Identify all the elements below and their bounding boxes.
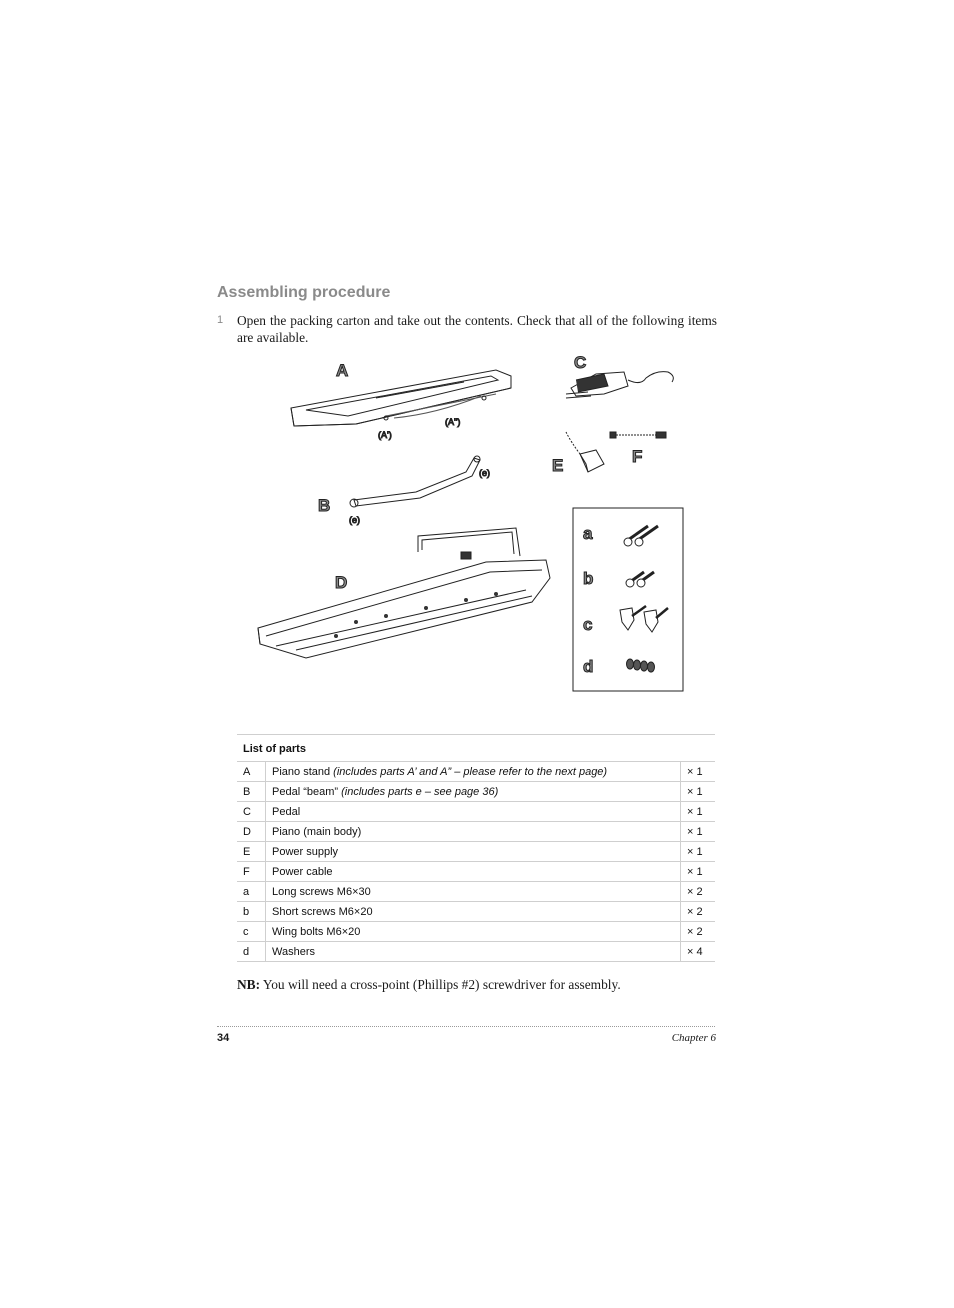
table-row bbox=[237, 862, 715, 882]
sublabel-a-double-prime: (A'') bbox=[445, 417, 461, 427]
parts-table bbox=[237, 734, 715, 962]
label-c-lower: c bbox=[583, 615, 593, 634]
part-quantity: × 1 bbox=[681, 782, 716, 802]
table-row bbox=[237, 822, 715, 842]
part-quantity: × 1 bbox=[681, 862, 716, 882]
part-code: E bbox=[237, 842, 266, 862]
note-text: You will need a cross-point (Phillips #2) screwdriver for assembly. bbox=[260, 977, 621, 992]
part-description bbox=[266, 802, 681, 822]
part-name: Power supply bbox=[272, 845, 339, 858]
piano-stand-drawing bbox=[291, 370, 511, 426]
part-quantity: × 1 bbox=[681, 822, 716, 842]
part-description bbox=[266, 862, 681, 882]
label-a-lower: a bbox=[583, 524, 593, 543]
part-name: Piano stand bbox=[272, 765, 334, 778]
part-code: D bbox=[237, 822, 266, 842]
part-quantity: × 1 bbox=[681, 802, 716, 822]
part-name: Piano (main body) bbox=[272, 825, 362, 838]
part-description bbox=[266, 782, 681, 802]
part-code: a bbox=[237, 882, 266, 902]
part-note: (includes parts A’ and A” – please refer to the next page) bbox=[333, 765, 608, 778]
parts-table-header bbox=[237, 735, 715, 762]
table-row bbox=[237, 922, 715, 942]
note bbox=[237, 977, 621, 993]
chapter-label: Chapter 6 bbox=[671, 1032, 716, 1044]
part-code: C bbox=[237, 802, 266, 822]
label-c-upper: C bbox=[574, 353, 587, 372]
part-code: F bbox=[237, 862, 266, 882]
table-row bbox=[237, 762, 715, 782]
part-name: Power cable bbox=[272, 865, 333, 878]
part-code: A bbox=[237, 762, 266, 782]
part-description bbox=[266, 842, 681, 862]
sublabel-e-right: (e) bbox=[479, 468, 490, 478]
part-description bbox=[266, 902, 681, 922]
pedal-beam-drawing bbox=[350, 456, 480, 507]
part-name: Pedal “beam” bbox=[272, 785, 342, 798]
label-d-lower: d bbox=[583, 657, 594, 676]
part-code: B bbox=[237, 782, 266, 802]
part-code: b bbox=[237, 902, 266, 922]
part-description bbox=[266, 822, 681, 842]
sublabel-a-prime: (A') bbox=[378, 430, 392, 440]
part-quantity: × 2 bbox=[681, 902, 716, 922]
note-label: NB: bbox=[237, 977, 261, 992]
part-description bbox=[266, 882, 681, 902]
table-row bbox=[237, 942, 715, 962]
step-text: Open the packing carton and take out the contents. Check that all of the following items are available. bbox=[237, 313, 717, 345]
part-description bbox=[266, 922, 681, 942]
part-code: c bbox=[237, 922, 266, 942]
part-name: Long screws M6×30 bbox=[272, 885, 371, 898]
part-name: Wing bolts M6×20 bbox=[272, 925, 361, 938]
table-row bbox=[237, 782, 715, 802]
label-f-upper: F bbox=[632, 447, 643, 466]
part-description bbox=[266, 942, 681, 962]
part-code: d bbox=[237, 942, 266, 962]
power-supply-drawing bbox=[566, 432, 604, 472]
part-quantity: × 1 bbox=[681, 762, 716, 782]
parts-table-title: List of parts bbox=[237, 735, 715, 762]
part-quantity: × 1 bbox=[681, 842, 716, 862]
table-row bbox=[237, 882, 715, 902]
page-number: 34 bbox=[217, 1032, 230, 1044]
label-b-upper: B bbox=[318, 496, 331, 515]
part-name: Short screws M6×20 bbox=[272, 905, 373, 918]
part-quantity: × 2 bbox=[681, 922, 716, 942]
label-d-upper: D bbox=[335, 573, 348, 592]
label-e-upper: E bbox=[552, 456, 564, 475]
footer-rule bbox=[217, 1026, 715, 1027]
pedal-drawing bbox=[566, 372, 673, 398]
step-number: 1 bbox=[217, 314, 224, 326]
parts-illustration bbox=[236, 346, 716, 706]
section-title: Assembling procedure bbox=[217, 284, 391, 301]
power-cable-drawing bbox=[610, 432, 666, 438]
part-name: Washers bbox=[272, 945, 315, 958]
table-row bbox=[237, 842, 715, 862]
label-b-lower: b bbox=[583, 569, 594, 588]
label-a-upper: A bbox=[336, 361, 349, 380]
part-note: (includes parts e – see page 36) bbox=[341, 785, 499, 798]
part-name: Pedal bbox=[272, 805, 301, 818]
piano-body-drawing bbox=[258, 528, 550, 658]
part-quantity: × 4 bbox=[681, 942, 716, 962]
part-quantity: × 2 bbox=[681, 882, 716, 902]
sublabel-e-left: (e) bbox=[349, 515, 360, 525]
table-row bbox=[237, 902, 715, 922]
part-description bbox=[266, 762, 681, 782]
table-row bbox=[237, 802, 715, 822]
